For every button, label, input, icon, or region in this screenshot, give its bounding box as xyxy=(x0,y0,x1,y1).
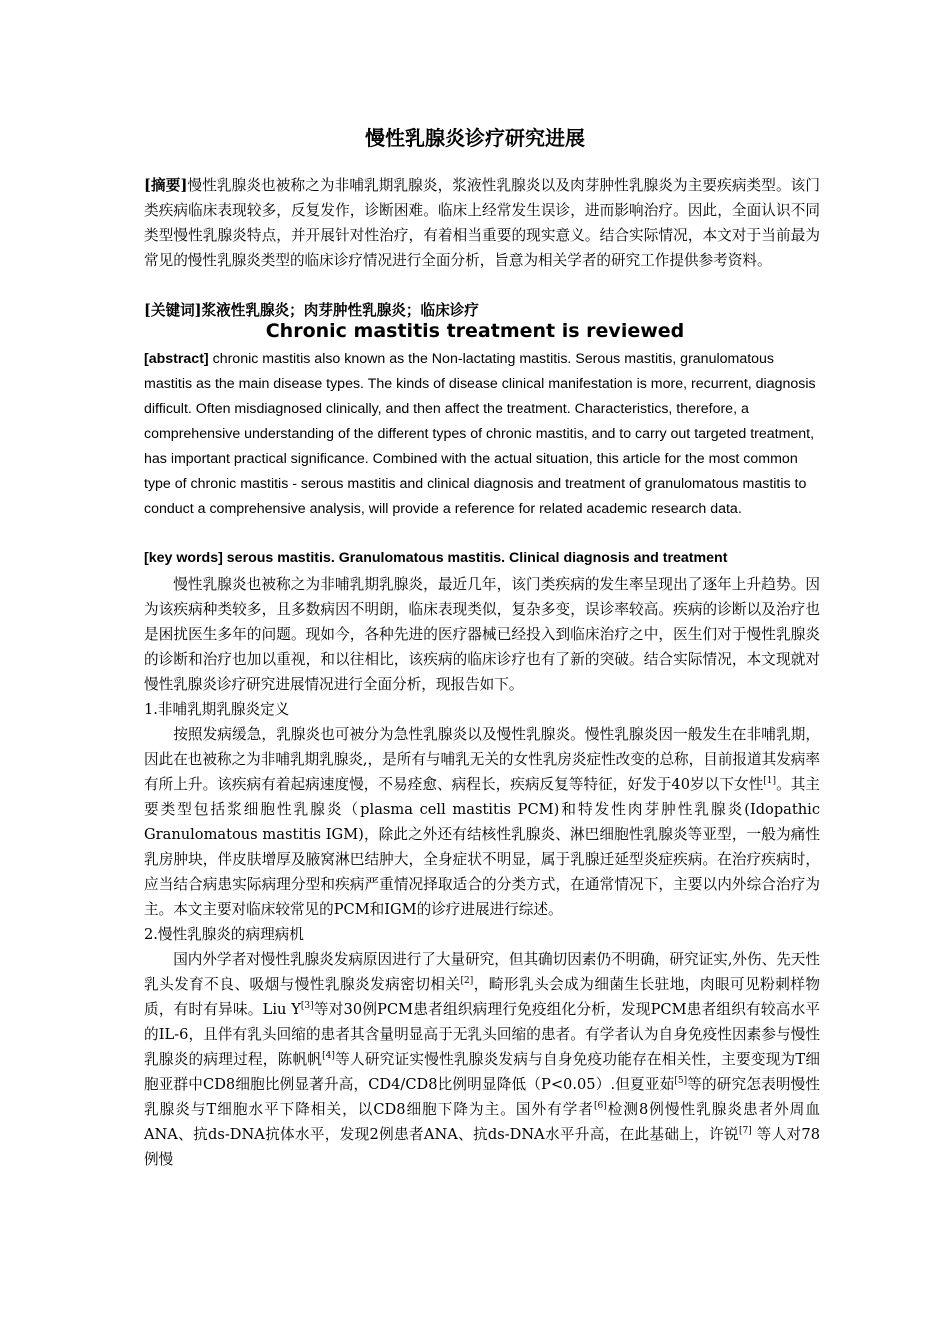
section-1-paragraph xyxy=(144,722,820,922)
section-1-heading: 1.非哺乳期乳腺炎定义 xyxy=(144,701,290,718)
intro-paragraph: 慢性乳腺炎也被称之为非哺乳期乳腺炎，最近几年，该门类疾病的发生率呈现出了逐年上升趋势。因为该疾病种类较多，且多数病因不明朗，临床表现类似，复杂多变，误诊率较高。疾病的诊断以及治疗也是困扰医生多年的问题。现如今，各种先进的医疗器械已经投入到临床治疗之中，医生们对于慢性乳腺炎的诊断和治疗也加以重视，和以往相比，该疾病的临床诊疗也有了新的突破。结合实际情况，本文现就对慢性乳腺炎诊疗研究进展情况进行全面分析，现报告如下。 xyxy=(144,576,820,693)
section-1-text-a: 按照发病缓急，乳腺炎也可被分为急性乳腺炎以及慢性乳腺炎。慢性乳腺炎因一般发生在非哺乳期，因此在也被称之为非哺乳期乳腺炎,，是所有与哺乳无关的女性乳房炎症性改变的总称，目前报道其发病率有所上升。该疾病有着起病速度慢，不易痊愈、病程长，疾病反复等特征，好发于40岁以下女性 xyxy=(144,726,820,793)
citation-4: [4] xyxy=(322,1051,335,1062)
body-text xyxy=(144,572,820,1172)
section-2-paragraph xyxy=(144,947,820,1172)
citation-1: [1] xyxy=(763,776,777,787)
section-2-text-4: 等人研究证实慢性乳腺炎发病与自身免疫功能存在相关性，主要变现为T细胞亚群中CD8细胞比例显著升高，CD4/CD8比例明显降低（P<0.05）.但夏亚茹 xyxy=(144,1051,820,1093)
title-zh: 慢性乳腺炎诊疗研究进展 xyxy=(365,126,585,150)
abstract-zh-text: 慢性乳腺炎也被称之为非哺乳期乳腺炎，浆液性乳腺炎以及肉芽肿性乳腺炎为主要疾病类型。该门类疾病临床表现较多，反复发作，诊断困难。临床上经常发生误诊，进而影响治疗。因此，全面认识不同类型慢性乳腺炎特点，并开展针对性治疗，有着相当重要的现实意义。结合实际情况，本文对于当前最为常见的慢性乳腺炎类型的临床诊疗情况进行全面分析，旨意为相关学者的研究工作提供参考资料。 xyxy=(144,177,820,269)
citation-2: [2] xyxy=(460,976,474,987)
citation-5: [5] xyxy=(674,1076,688,1087)
title-en: Chronic mastitis treatment is reviewed xyxy=(265,320,685,342)
section-2-heading: 2.慢性乳腺炎的病理病机 xyxy=(144,926,304,943)
keywords-en-block xyxy=(144,546,820,571)
abstract-en-label: [abstract] xyxy=(144,351,209,367)
section-2-text-5: 等的研究怎表明慢性乳腺炎与T细胞水平下降相关，以CD8细胞下降为主。国外有学者 xyxy=(144,1076,820,1118)
citation-3: [3] xyxy=(300,1001,314,1012)
keywords-en: [key words] serous mastitis. Granulomatous mastitis. Clinical diagnosis and treatment xyxy=(144,550,728,566)
section-2-text-1: 国内外学者对慢性乳腺炎发病原因进行了大量研究，但其确切因素仍不明确，研究证实,外伤、先天性乳头发育不良、吸烟与慢性乳腺炎发病密切相关 xyxy=(144,951,820,993)
section-2-text-2: ，畸形乳头会成为细菌生长驻地，肉眼可见粉刺样物质，有时有异味。Liu Y xyxy=(144,976,820,1018)
abstract-zh-label: [摘要] xyxy=(144,177,188,194)
abstract-en xyxy=(144,347,820,522)
section-2-text-7: 等人对78例慢 xyxy=(144,1126,820,1168)
keywords-zh: [关键词]浆液性乳腺炎；肉芽肿性乳腺炎；临床诊疗 xyxy=(144,302,479,319)
citation-7: [7] xyxy=(738,1126,752,1137)
citation-6: [6] xyxy=(593,1101,607,1112)
section-1-text-b: 。其主要类型包括浆细胞性乳腺炎（plasma cell mastitis PCM)和特发性肉芽肿性乳腺炎(Idopathic Granulomatous mastitis IGM)，除此之外还有结核性乳腺炎、淋巴细胞性乳腺炎等亚型，一般为痛性乳房肿块，伴皮肤增厚及腋窝淋巴结肿大，全身症状不明显，属于乳腺迁延型炎症疾病。在治疗疾病时，应当结合病患实际病理分型和疾病严重情况择取适合的分类方式，在通常情况下，主要以内外综合治疗为主。本文主要对临床较常见的PCM和IGM的诊疗进展进行综述。 xyxy=(144,776,820,918)
section-2-text-3: 等对30例PCM患者组织病理行免疫组化分析，发现PCM患者组织有较高水平的IL-6，且伴有乳头回缩的患者其含量明显高于无乳头回缩的患者。有学者认为自身免疫性因素参与慢性乳腺炎的病理过程，陈帆帆 xyxy=(144,1001,820,1068)
abstract-zh xyxy=(144,173,820,273)
abstract-en-text: chronic mastitis also known as the Non-lactating mastitis. Serous mastitis, granulomatous mastitis as the main disease types. The kinds of disease clinical manifestation is more, recurrent, diagnosis difficult. Often misdiagnosed clinically, and then affect the treatment. Characteristics, therefore, a comprehensive understanding of the different types of chronic mastitis, and to carry out targeted treatment, has important practical significance. Combined with the actual situation, this article for the most common type of chronic mastitis - serous mastitis and clinical diagnosis and treatment of granulomatous mastitis to conduct a comprehensive analysis, will provide a reference for related academic research data. xyxy=(144,351,816,517)
section-2-text-6: 检测8例慢性乳腺炎患者外周血ANA、抗ds-DNA抗体水平，发现2例患者ANA、抗ds-DNA水平升高，在此基础上，许锐 xyxy=(144,1101,820,1143)
